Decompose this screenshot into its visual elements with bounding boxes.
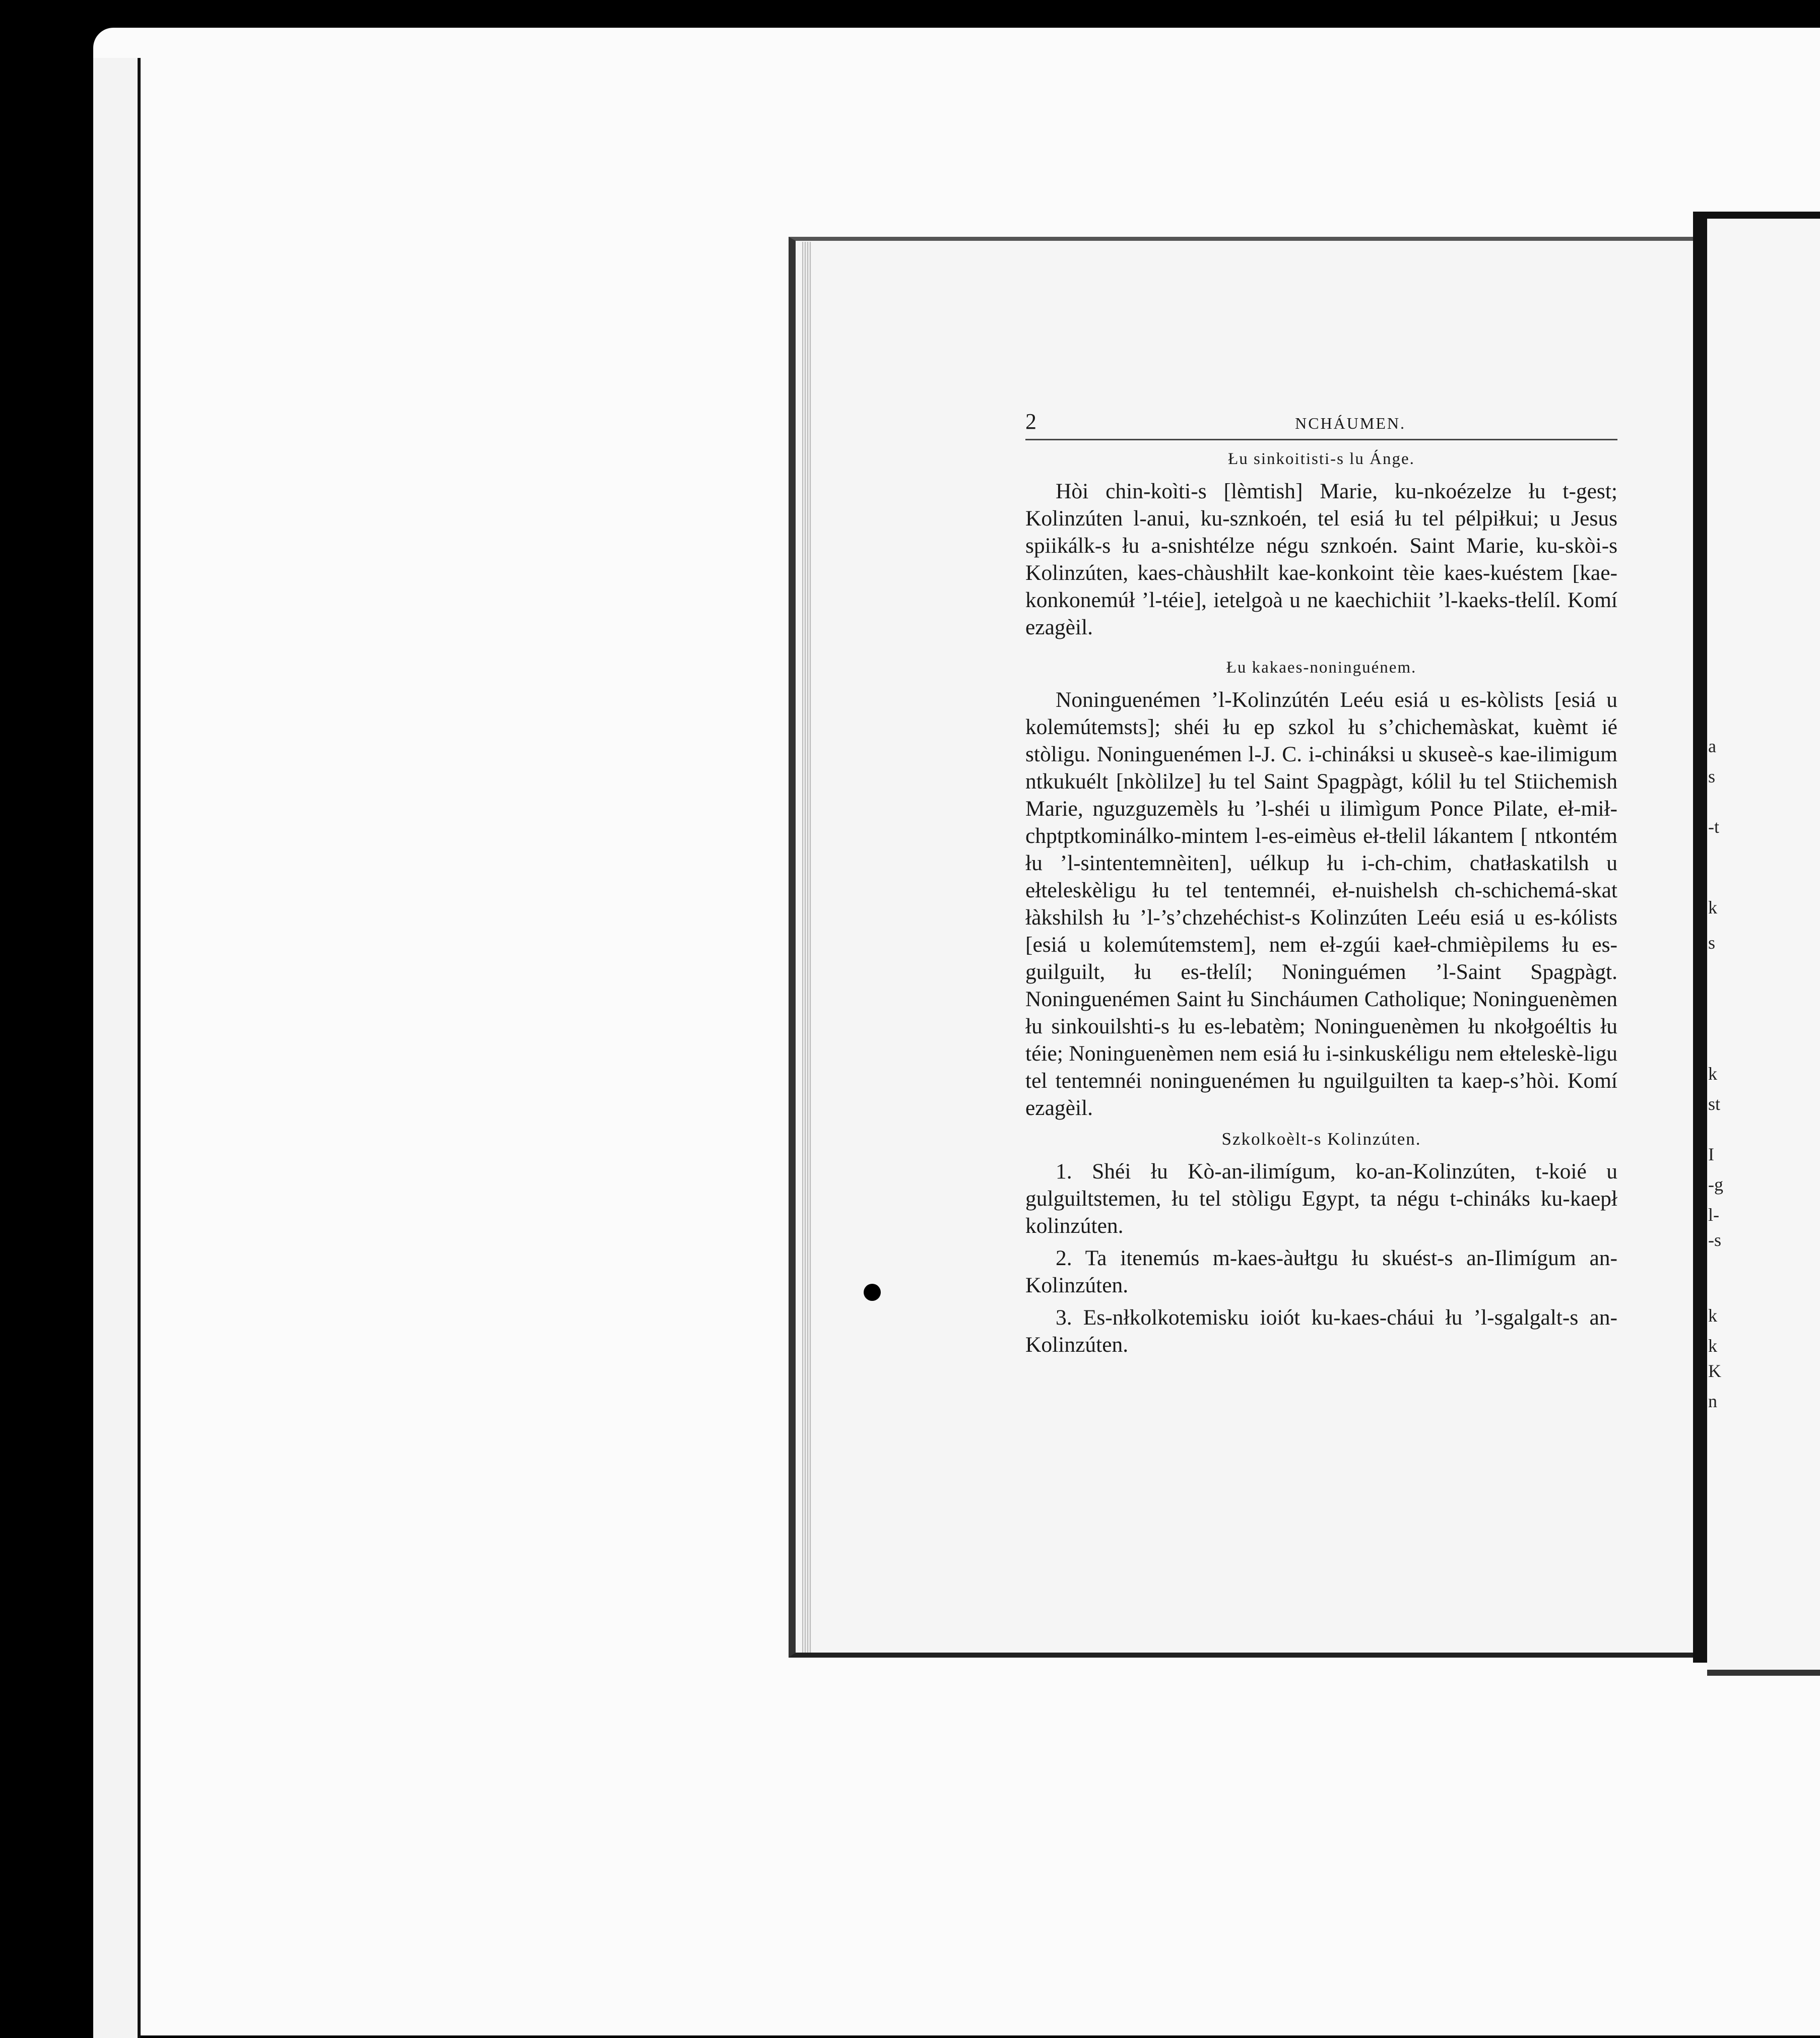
facing-page-fragment: k bbox=[1708, 1064, 1717, 1084]
book-spine bbox=[1693, 212, 1707, 1663]
facing-page-fragment: s bbox=[1708, 766, 1716, 786]
previous-frame-sliver bbox=[93, 58, 139, 2038]
section-heading-creed: Łu kakaes-noninguénem. bbox=[1226, 659, 1417, 677]
frame-divider bbox=[138, 58, 141, 2038]
commandment-3: 3. Es-nłkolkotemisku ioiót ku-kaes-cháui łu ’l-sgalgalt-s an-Kolinzúten. bbox=[1025, 1305, 1617, 1357]
running-head bbox=[1025, 408, 1617, 440]
facing-page-fragment: k bbox=[1708, 897, 1717, 917]
facing-page-fragment: st bbox=[1708, 1094, 1721, 1114]
film-border-left bbox=[0, 0, 45, 2035]
commandment-2: 2. Ta itenemús m-kaes-àułtgu łu skuést-s an-Ilimígum an-Kolinzúten. bbox=[1025, 1246, 1617, 1297]
section-heading-commandments: Szkolkoèlt-s Kolinzúten. bbox=[1221, 1129, 1421, 1149]
facing-page-fragment: -t bbox=[1708, 817, 1719, 837]
running-title: NCHÁUMEN. bbox=[1295, 414, 1406, 432]
facing-page-fragment: k bbox=[1708, 1305, 1717, 1326]
page-text bbox=[1025, 408, 1617, 1358]
page-edge bbox=[802, 242, 811, 1653]
facing-page-fragment: n bbox=[1708, 1391, 1717, 1411]
commandment-1: 1. Shéi łu Kò-an-ilimígum, ko-an-Kolinzúten, t-koié u gulguiltstemen, łu tel stòligu Egypt, ta négu t-chináks ku-kaepł kolinzúten. bbox=[1025, 1159, 1617, 1238]
facing-page-fragment: -g bbox=[1708, 1174, 1723, 1195]
page-number: 2 bbox=[1025, 409, 1036, 434]
facing-page-fragment: s bbox=[1708, 933, 1716, 953]
section-heading-angelus: Łu sinkoitisti-s lu Ánge. bbox=[1228, 450, 1415, 468]
angelus-text: Hòi chin-koìti-s [lèmtish] Marie, ku-nkoézelze łu t-gest; Kolinzúten l-anui, ku-sznkoén, tel esiá łu tel pélpiłkui; u Jesus spiikálk-s łu a-snishtélze négu sznkoén. Saint Marie, ku-skòi-s Kolinzúten, kaes-chàushłilt kae-konkoint tèie kaes-kuéstem [kae-konkonemúł ’l-téie], ietelgoà u ne kaechichiit ’l-kaeks-tłelíl. Komí ezagèil. bbox=[1025, 479, 1617, 639]
facing-page-fragment: l- bbox=[1708, 1205, 1719, 1225]
facing-page bbox=[1707, 212, 1820, 1676]
facing-page-fragment: K bbox=[1708, 1361, 1721, 1381]
facing-page-fragment: I bbox=[1708, 1144, 1714, 1164]
facing-page-fragment: -s bbox=[1708, 1230, 1721, 1250]
ink-blot bbox=[864, 1284, 881, 1301]
facing-page-fragment: a bbox=[1708, 736, 1716, 756]
creed-text: Noninguenémen ’l-Kolinzútén Leéu esiá u es-kòlists [esiá u kolemútemsts]; shéi łu ep szkol łu s’chichemàskat, kuèmt ié stòligu. Noninguenémen l-J. C. i-chináksi u skuseè-s kae-ilimigum ntkukuélt [nkòlilze] łu tel Saint Spagpàgt, kólil łu tel Stiichemish Marie, nguzguzemèls łu ’l-shéi u ilimìgum Ponce Pilate, eł-mił-chptptkominálko-mintem l-es-eimèus eł-tłelil lákantem [ ntkontém łu ’l-sintentemnèiten], uélkup łu i-ch-chim, chatłaskatilsh u ełteleskèligu łu tel tentemnéi, eł-nuishelsh ch-schichemá-skat łàkshilsh łu ’l-’s’chzehéchist-s Kolinzúten Leéu esiá u es-kólists [esiá u kolemútemstem], nem eł-zgúi kaeł-chmièpilems łu es-guilguilt, łu es-tłelíl; Noninguémen ’l-Saint Spagpàgt. Noninguenémen Saint łu Sincháumen Catholique; Noninguenèmen łu sinkouilshti-s łu es-lebatèm; Noninguenèmen łu nkołgoéltis łu téie; Noninguenèmen nem esiá łu i-sinkuskéligu nem ełteleskè-ligu tel tentemnéi noninguenémen łu nguilguilten ta kaep-s’hòi. Komí ezagèil. bbox=[1025, 688, 1617, 1120]
facing-page-fragment: k bbox=[1708, 1336, 1717, 1356]
